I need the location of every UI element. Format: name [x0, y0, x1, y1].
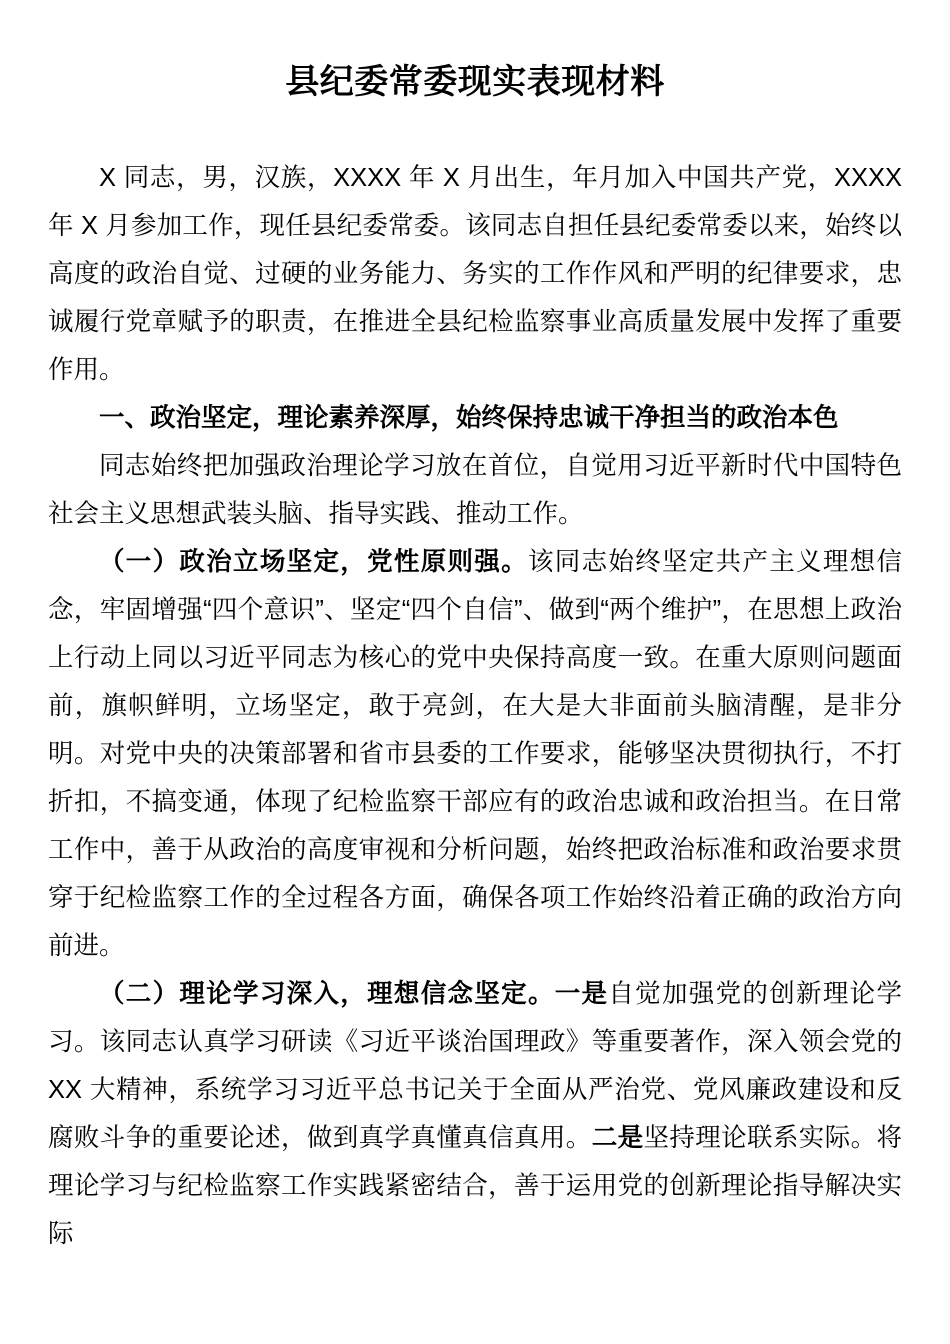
body-paragraph — [48, 538, 902, 970]
document-title: 县纪委常委现实表现材料 — [285, 63, 665, 101]
body-paragraph — [48, 154, 902, 394]
body-paragraph — [48, 970, 902, 1258]
body-paragraph — [48, 442, 902, 538]
document-body — [48, 154, 902, 1258]
document-content — [48, 0, 902, 1258]
text-run: 该同志始终坚定共产主义理想信念，牢固增强“四个意识”、坚定“四个自信”、做到“两个维护”，在思想上政治上行动上同以习近平同志为核心的党中央保持高度一致。在重大原则问题面前，旗帜鲜明，立场坚定，敢于亮剑，在大是大非面前头脑清醒，是非分明。对党中央的决策部署和省市县委的工作要求，能够坚决贯彻执行，不打折扣，不搞变通，体现了纪检监察干部应有的政治忠诚和政治担当。在日常工作中，善于从政治的高度审视和分析问题，始终把政治标准和政治要求贯穿于纪检监察工作的全过程各方面，确保各项工作始终沿着正确的政治方向前进。 — [48, 548, 902, 960]
text-run-bold: （二）理论学习深入，理想信念坚定。 — [99, 980, 555, 1008]
text-run: 自觉加强党的创新理论学习。该同志认真学习研读《习近平谈治国理政》等重要著作，深入领会党的 XX 大精神，系统学习习近平总书记关于全面从严治党、党风廉政建设和反腐败斗争的重要论述，做到真学真懂真信真用。 — [48, 980, 902, 1152]
section-heading — [48, 394, 902, 442]
text-run: X 同志，男，汉族，XXXX 年 X 月出生，年月加入中国共产党，XXXX 年 X 月参加工作，现任县纪委常委。该同志自担任县纪委常委以来，始终以高度的政治自觉、过硬的业务能力、务实的工作作风和严明的纪律要求，忠诚履行党章赋予的职责，在推进全县纪检监察事业高质量发展中发挥了重要作用。 — [48, 164, 902, 384]
text-run-bold: 一、政治坚定，理论素养深厚，始终保持忠诚干净担当的政治本色 — [99, 404, 839, 432]
text-run: 坚持理论联系实际。将理论学习与纪检监察工作实践紧密结合，善于运用党的创新理论指导解决实际 — [48, 1124, 902, 1248]
text-run: 同志始终把加强政治理论学习放在首位，自觉用习近平新时代中国特色社会主义思想武装头脑、指导实践、推动工作。 — [48, 452, 902, 528]
text-run-bold: 二是 — [591, 1124, 644, 1152]
text-run-bold: （一）政治立场坚定，党性原则强。 — [99, 548, 528, 576]
title-spacer — [48, 106, 902, 154]
text-run-bold: 一是 — [554, 980, 609, 1008]
